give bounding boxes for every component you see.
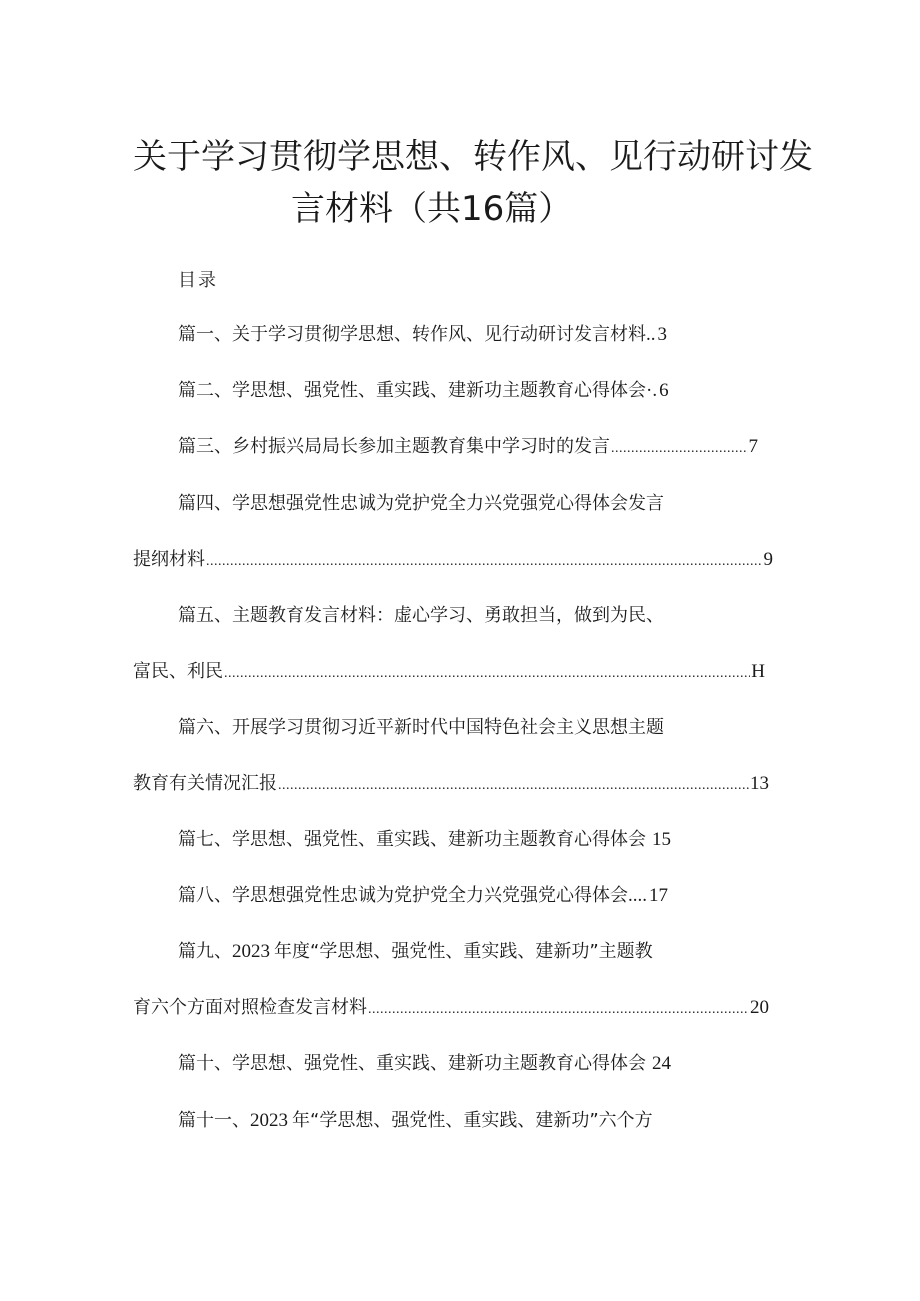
document-title-line-1: 关于学习贯彻学思想、转作风、见行动研讨发 bbox=[133, 137, 813, 177]
toc-entry-title: 篇七、学思想、强党性、重实践、建新功主题教育心得体会 bbox=[178, 829, 646, 850]
toc-entry-2[interactable] bbox=[178, 377, 669, 405]
toc-entry-title-suffix: 年度“学思想、强党性、重实践、建新功”主题教 bbox=[274, 941, 653, 962]
toc-entry-4-continuation[interactable] bbox=[133, 546, 773, 574]
toc-entry-8[interactable] bbox=[178, 882, 668, 910]
toc-entry-11[interactable] bbox=[178, 1107, 653, 1135]
toc-entry-title-continuation: 教育有关情况汇报 bbox=[133, 773, 277, 794]
toc-entry-3[interactable] bbox=[178, 433, 758, 461]
toc-entry-6[interactable] bbox=[178, 714, 664, 742]
toc-entry-title: 篇五、主题教育发言材料：虚心学习、勇敢担当，做到为民、 bbox=[178, 605, 664, 626]
toc-entry-7[interactable] bbox=[178, 826, 671, 854]
toc-entry-9[interactable] bbox=[178, 938, 653, 966]
toc-entry-4[interactable] bbox=[178, 490, 664, 518]
toc-entry-page: H bbox=[751, 661, 765, 682]
toc-entry-title-prefix: 篇九、 bbox=[178, 941, 232, 962]
toc-entry-9-continuation[interactable] bbox=[133, 994, 769, 1022]
toc-entry-5-continuation[interactable] bbox=[133, 658, 765, 686]
toc-entry-leader: ·. bbox=[646, 380, 658, 401]
toc-heading: 目录 bbox=[178, 270, 218, 291]
toc-entry-page: 13 bbox=[750, 773, 769, 794]
toc-entry-page: 9 bbox=[763, 549, 773, 570]
toc-entry-year: 2023 bbox=[250, 1110, 288, 1131]
toc-entry-leader: .. bbox=[646, 324, 656, 345]
toc-entry-page: 17 bbox=[649, 885, 668, 906]
toc-entry-title-prefix: 篇十一、 bbox=[178, 1110, 250, 1131]
toc-entry-title: 篇一、关于学习贯彻学思想、转作风、见行动研讨发言材料 bbox=[178, 324, 646, 345]
toc-entry-title-continuation: 富民、利民 bbox=[133, 661, 223, 682]
toc-entry-title: 篇二、学思想、强党性、重实践、建新功主题教育心得体会 bbox=[178, 380, 646, 401]
toc-entry-dot-leader bbox=[224, 660, 750, 688]
toc-entry-title: 篇十、学思想、强党性、重实践、建新功主题教育心得体会 bbox=[178, 1053, 646, 1074]
toc-entry-title-suffix: 年“学思想、强党性、重实践、建新功”六个方 bbox=[292, 1110, 653, 1131]
toc-entry-page: 15 bbox=[652, 829, 671, 850]
toc-entry-title-continuation: 育六个方面对照检查发言材料 bbox=[133, 997, 367, 1018]
toc-entry-dot-leader bbox=[368, 996, 749, 1024]
toc-entry-title: 篇三、乡村振兴局局长参加主题教育集中学习时的发言 bbox=[178, 436, 610, 457]
toc-entry-6-continuation[interactable] bbox=[133, 770, 769, 798]
toc-entry-5[interactable] bbox=[178, 602, 664, 630]
toc-entry-page: 20 bbox=[750, 997, 769, 1018]
toc-entry-title: 篇四、学思想强党性忠诚为党护党全力兴党强党心得体会发言 bbox=[178, 493, 664, 514]
toc-entry-title: 篇八、学思想强党性忠诚为党护党全力兴党强党心得体会 bbox=[178, 885, 628, 906]
toc-entry-page: 7 bbox=[748, 436, 758, 457]
toc-entry-title: 篇六、开展学习贯彻习近平新时代中国特色社会主义思想主题 bbox=[178, 717, 664, 738]
toc-entry-dot-leader bbox=[278, 772, 749, 800]
toc-entry-page: 3 bbox=[657, 324, 667, 345]
toc-entry-dot-leader bbox=[206, 548, 763, 576]
document-title-line-2: 言材料（共16篇） bbox=[291, 189, 573, 229]
toc-entry-1[interactable] bbox=[178, 321, 667, 349]
toc-entry-page: 6 bbox=[659, 380, 669, 401]
toc-entry-dot-leader bbox=[611, 435, 748, 463]
toc-entry-year: 2023 bbox=[232, 941, 270, 962]
toc-entry-leader: .... bbox=[628, 885, 647, 906]
toc-entry-page: 24 bbox=[652, 1053, 671, 1074]
toc-entry-title-continuation: 提纲材料 bbox=[133, 549, 205, 570]
toc-entry-10[interactable] bbox=[178, 1050, 671, 1078]
